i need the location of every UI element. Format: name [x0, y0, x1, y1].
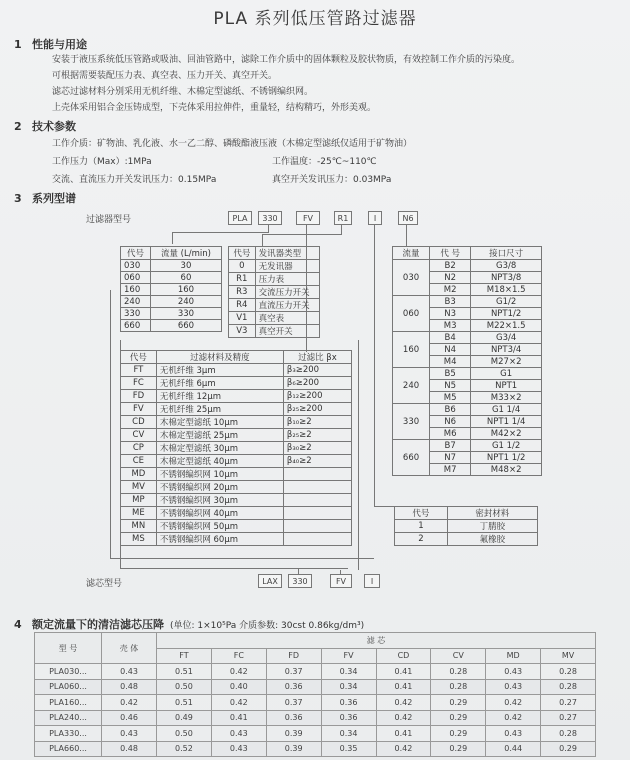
table-cell: 660	[121, 320, 151, 332]
table-cell: 木棉定型滤纸 10μm	[156, 416, 283, 429]
table-cell: 0.34	[321, 664, 376, 680]
table-cell: G1	[471, 368, 542, 380]
table-cell: 0.41	[376, 664, 431, 680]
table-cell: NPT1 1/2	[471, 452, 542, 464]
table-cell: 木棉定型滤纸 30μm	[156, 442, 283, 455]
section-4-heading: 4 额定流量下的清洁滤芯压降 (单位: 1×10⁵Pa 介质参数: 30cst 0.86kg/dm³)	[14, 618, 365, 631]
table-cell: FT	[157, 648, 212, 664]
table-cell: 0.27	[541, 710, 596, 726]
table-cell: β₂₅≥200	[283, 403, 351, 416]
table-cell: 160	[121, 284, 151, 296]
table-cell: G3/4	[471, 332, 542, 344]
table-cell: M27×2	[471, 356, 542, 368]
page-title: PLA 系列低压管路过滤器	[213, 9, 417, 29]
table-cell: β₆≥200	[283, 377, 351, 390]
table-cell: G3/8	[471, 260, 542, 272]
table-cell: 0.39	[266, 726, 321, 742]
table-cell: 0.51	[157, 664, 212, 680]
table-cell: R4	[229, 299, 256, 312]
table-cell: M6	[430, 428, 471, 440]
table-cell: β₃≥200	[283, 364, 351, 377]
table-cell: 无机纤维 12μm	[156, 390, 283, 403]
table-cell: MV	[541, 648, 596, 664]
table-cell: 0.49	[157, 710, 212, 726]
table-cell: 1	[395, 520, 448, 533]
table-row	[35, 664, 596, 680]
table-cell: 无机纤维 6μm	[156, 377, 283, 390]
table-cell: 30	[150, 260, 221, 272]
table-cell: 过滤比 βx	[283, 351, 351, 364]
table-cell: M33×2	[471, 392, 542, 404]
table-cell: CE	[121, 455, 157, 468]
table-cell: 0.41	[211, 710, 266, 726]
table-cell: 240	[121, 296, 151, 308]
section-1-heading: 1 性能与用途	[14, 38, 87, 51]
table-cell: 0.34	[321, 679, 376, 695]
table-cell: 0.39	[266, 741, 321, 757]
table-cell: FD	[121, 390, 157, 403]
table-cell: 030	[121, 260, 151, 272]
table-cell: 直流压力开关	[255, 299, 319, 312]
table-cell: 0.28	[541, 679, 596, 695]
table-cell: 氟橡胶	[447, 533, 537, 546]
table-cell: N2	[430, 272, 471, 284]
table-cell: CD	[121, 416, 157, 429]
table-cell: β₄₀≥2	[283, 455, 351, 468]
s1-line-2: 可根据需要装配压力表、真空表、压力开关、真空开关。	[52, 71, 278, 81]
table-cell: PLA330...	[35, 726, 102, 742]
table-cell: FV	[321, 648, 376, 664]
table-cell: B7	[430, 440, 471, 452]
table-cell: 0.42	[376, 695, 431, 711]
table-cell: 0.28	[541, 726, 596, 742]
table-cell: 060	[393, 296, 430, 332]
table-cell: 真空表	[255, 312, 319, 325]
table-cell: N3	[430, 308, 471, 320]
s1-line-3: 滤芯过滤材料分别采用无机纤维、木棉定型滤纸、不锈钢编织网。	[52, 87, 314, 97]
table-cell: 0.34	[321, 726, 376, 742]
table-cell: 不锈钢编织网 20μm	[156, 481, 283, 494]
table-cell: 不锈钢编织网 60μm	[156, 533, 283, 546]
table-cell: 0.42	[211, 695, 266, 711]
table-cell: β₂₅≥2	[283, 429, 351, 442]
table-cell: NPT1/2	[471, 308, 542, 320]
table-cell: N7	[430, 452, 471, 464]
table-cell: M18×1.5	[471, 284, 542, 296]
flow-code-table	[120, 246, 222, 332]
table-cell: 0.29	[431, 726, 486, 742]
code-box-seal: I	[368, 211, 382, 225]
code-box-flow: 330	[258, 211, 282, 225]
table-cell: 代号	[121, 351, 157, 364]
s1-line-1: 安装于液压系统低压管路或吸油、回油管路中，滤除工作介质中的固体颗粒及胶状物质，有效控制工作介质的污染度。	[52, 55, 521, 65]
table-cell: M42×2	[471, 428, 542, 440]
table-cell	[283, 468, 351, 481]
table-cell: 过滤材料及精度	[156, 351, 283, 364]
table-cell: M2	[430, 284, 471, 296]
table-cell: 0.44	[486, 741, 541, 757]
table-row	[35, 726, 596, 742]
table-cell: B5	[430, 368, 471, 380]
table-cell: 型 号	[35, 633, 102, 664]
section-4-unit: (单位: 1×10⁵Pa 介质参数: 30cst 0.86kg/dm³)	[170, 621, 365, 631]
table-cell: FC	[121, 377, 157, 390]
table-cell: 不锈钢编织网 40μm	[156, 507, 283, 520]
table-cell: 0.43	[102, 726, 157, 742]
table-cell: 2	[395, 533, 448, 546]
table-cell: 0.40	[211, 679, 266, 695]
table-cell: NPT1 1/4	[471, 416, 542, 428]
table-cell: MV	[121, 481, 157, 494]
table-cell	[283, 520, 351, 533]
table-cell: N5	[430, 380, 471, 392]
table-cell: MP	[121, 494, 157, 507]
table-cell: M22×1.5	[471, 320, 542, 332]
table-cell: 不锈钢编织网 50μm	[156, 520, 283, 533]
table-cell: 无发讯器	[255, 260, 319, 273]
table-cell: FT	[121, 364, 157, 377]
elem-box-lax: LAX	[258, 574, 282, 588]
filter-material-table	[120, 350, 352, 546]
table-cell: 0.48	[102, 741, 157, 757]
table-cell: 不锈钢编织网 10μm	[156, 468, 283, 481]
table-cell: 密封材料	[447, 507, 537, 520]
table-cell: MD	[486, 648, 541, 664]
table-cell: PLA240...	[35, 710, 102, 726]
table-cell: M4	[430, 356, 471, 368]
table-cell: 160	[393, 332, 430, 368]
table-cell: 0.28	[431, 679, 486, 695]
table-cell: 0.36	[266, 710, 321, 726]
table-row	[35, 710, 596, 726]
s2-pressure: 工作压力（Max）:1MPa	[52, 157, 152, 167]
table-cell: 0.29	[431, 710, 486, 726]
s1-line-4: 上壳体采用铝合金压铸成型，下壳体采用拉伸件，重量轻，结构精巧，外形美观。	[52, 103, 377, 113]
table-cell: 0.42	[486, 710, 541, 726]
table-cell: 0.43	[486, 679, 541, 695]
table-cell: 0.35	[321, 741, 376, 757]
table-cell: R1	[229, 273, 256, 286]
table-row	[35, 741, 596, 757]
elem-box-flow: 330	[288, 574, 312, 588]
port-size-table	[392, 246, 542, 476]
table-row	[35, 679, 596, 695]
element-model-label: 滤芯型号	[86, 579, 123, 589]
table-cell: 60	[150, 272, 221, 284]
table-cell: 0.43	[211, 741, 266, 757]
table-cell: ME	[121, 507, 157, 520]
table-cell: MN	[121, 520, 157, 533]
table-cell: 代号	[229, 247, 256, 260]
s2-vac: 真空开关发讯压力：0.03MPa	[272, 175, 392, 185]
table-cell: 0.29	[431, 741, 486, 757]
table-cell: FC	[211, 648, 266, 664]
table-cell: R3	[229, 286, 256, 299]
table-cell: 滤 芯	[157, 633, 596, 649]
table-cell: 0.42	[211, 664, 266, 680]
code-box-signal: R1	[334, 211, 352, 225]
table-cell: 0.42	[376, 741, 431, 757]
table-cell: PLA660...	[35, 741, 102, 757]
table-cell: 流量 (L/min)	[150, 247, 221, 260]
table-cell: 压力表	[255, 273, 319, 286]
table-cell: M48×2	[471, 464, 542, 476]
table-cell: B4	[430, 332, 471, 344]
table-cell: PLA160...	[35, 695, 102, 711]
table-cell: 0.36	[321, 695, 376, 711]
table-cell: PLA030...	[35, 664, 102, 680]
table-cell: 代号	[395, 507, 448, 520]
table-cell	[283, 494, 351, 507]
table-cell: G1 1/4	[471, 404, 542, 416]
table-cell: B3	[430, 296, 471, 308]
section-2-heading: 2 技术参数	[14, 120, 76, 133]
table-cell: 不锈钢编织网 30μm	[156, 494, 283, 507]
table-cell: β₁₀≥2	[283, 416, 351, 429]
table-cell: 0.43	[486, 726, 541, 742]
table-cell: 660	[150, 320, 221, 332]
table-cell: CD	[376, 648, 431, 664]
table-cell: 0.28	[431, 664, 486, 680]
elem-box-material: FV	[330, 574, 352, 588]
table-cell: 交流压力开关	[255, 286, 319, 299]
table-cell: 0.51	[157, 695, 212, 711]
table-cell: 330	[150, 308, 221, 320]
table-cell: β₁₂≥200	[283, 390, 351, 403]
table-cell: 0.41	[376, 726, 431, 742]
table-cell: 无机纤维 25μm	[156, 403, 283, 416]
table-cell: 0.42	[486, 695, 541, 711]
table-cell: V3	[229, 325, 256, 338]
table-cell: FV	[121, 403, 157, 416]
table-cell	[283, 481, 351, 494]
table-cell: 流量	[393, 247, 430, 260]
table-cell: 木棉定型滤纸 40μm	[156, 455, 283, 468]
table-cell: MS	[121, 533, 157, 546]
table-cell: 240	[393, 368, 430, 404]
table-cell: 330	[393, 404, 430, 440]
table-cell: CV	[431, 648, 486, 664]
table-cell: G1/2	[471, 296, 542, 308]
table-cell: 0.36	[321, 710, 376, 726]
table-cell: 发讯器类型	[255, 247, 319, 260]
table-cell: 0.43	[102, 664, 157, 680]
table-cell: B6	[430, 404, 471, 416]
table-cell: NPT3/4	[471, 344, 542, 356]
table-cell	[283, 507, 351, 520]
table-cell: 240	[150, 296, 221, 308]
table-cell: 木棉定型滤纸 25μm	[156, 429, 283, 442]
table-cell: 0.37	[266, 664, 321, 680]
table-cell: 0.46	[102, 710, 157, 726]
table-cell: 接口尺寸	[471, 247, 542, 260]
table-cell: MD	[121, 468, 157, 481]
table-cell: 0.36	[266, 679, 321, 695]
table-cell: 0.52	[157, 741, 212, 757]
table-cell: CP	[121, 442, 157, 455]
table-cell: 无机纤维 3μm	[156, 364, 283, 377]
table-cell: 0.29	[541, 741, 596, 757]
table-cell	[283, 533, 351, 546]
table-cell: CV	[121, 429, 157, 442]
elem-box-seal: I	[364, 574, 380, 588]
table-cell: 0.43	[486, 664, 541, 680]
table-cell: NPT3/8	[471, 272, 542, 284]
table-cell: 0.43	[211, 726, 266, 742]
table-cell: 0	[229, 260, 256, 273]
table-cell: PLA060...	[35, 679, 102, 695]
s2-temp: 工作温度：-25℃~110℃	[272, 157, 377, 167]
table-cell: 代号	[121, 247, 151, 260]
table-cell: N4	[430, 344, 471, 356]
table-cell: B2	[430, 260, 471, 272]
table-cell: FD	[266, 648, 321, 664]
code-box-port: N6	[398, 211, 418, 225]
table-cell: 330	[121, 308, 151, 320]
table-cell: 壳 体	[102, 633, 157, 664]
table-cell: M5	[430, 392, 471, 404]
table-cell: 0.29	[431, 695, 486, 711]
section-3-heading: 3 系列型谱	[14, 192, 76, 205]
table-cell: 代 号	[430, 247, 471, 260]
table-cell: 0.37	[266, 695, 321, 711]
table-cell: 0.42	[376, 710, 431, 726]
table-cell: 真空开关	[255, 325, 319, 338]
table-cell: 0.27	[541, 695, 596, 711]
s2-diff: 交流、直流压力开关发讯压力：0.15MPa	[52, 175, 217, 185]
code-box-material: FV	[296, 211, 320, 225]
table-cell: 0.50	[157, 726, 212, 742]
table-cell: 0.50	[157, 679, 212, 695]
table-cell: V1	[229, 312, 256, 325]
table-cell: 060	[121, 272, 151, 284]
table-row	[35, 695, 596, 711]
table-cell: M7	[430, 464, 471, 476]
table-cell: 0.42	[102, 695, 157, 711]
table-cell: N6	[430, 416, 471, 428]
seal-material-table	[394, 506, 538, 546]
table-cell: 0.48	[102, 679, 157, 695]
s2-medium: 工作介质：矿物油、乳化液、水一乙二醇、磷酸酯液压液（木棉定型滤纸仅适用于矿物油）	[52, 139, 413, 149]
table-cell: NPT1	[471, 380, 542, 392]
table-cell: G1 1/2	[471, 440, 542, 452]
signal-type-table	[228, 246, 320, 338]
pressure-drop-table	[34, 632, 596, 757]
table-cell: 0.41	[376, 679, 431, 695]
table-cell: β₃₀≥2	[283, 442, 351, 455]
table-cell: 030	[393, 260, 430, 296]
filter-model-label: 过滤器型号	[86, 215, 132, 225]
table-cell: 丁腈胶	[447, 520, 537, 533]
table-cell: M3	[430, 320, 471, 332]
table-cell: 0.28	[541, 664, 596, 680]
table-cell: 160	[150, 284, 221, 296]
code-box-pla: PLA	[228, 211, 252, 225]
table-cell: 660	[393, 440, 430, 476]
